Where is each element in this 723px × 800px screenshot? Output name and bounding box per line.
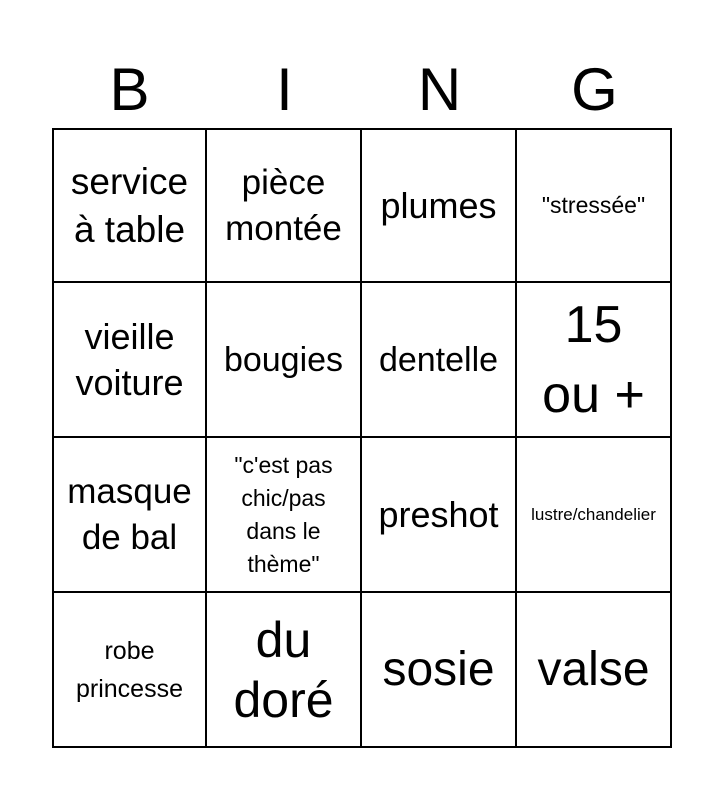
bingo-cell-text: lustre/chandelier [531, 504, 656, 524]
bingo-cell[interactable] [207, 128, 362, 283]
bingo-cell-text: du doré [233, 611, 334, 728]
bingo-cell[interactable] [517, 283, 672, 438]
bingo-cell-text: dentelle [378, 340, 499, 379]
bingo-cell-text: "stressée" [541, 192, 646, 218]
bingo-cell-text: service à table [70, 160, 189, 250]
bingo-header [52, 52, 672, 128]
header-letter-n: N [417, 56, 462, 123]
bingo-cell[interactable] [362, 593, 517, 748]
bingo-cell[interactable] [52, 128, 207, 283]
bingo-cell-text: "c'est pas chic/pas dans le thème" [234, 451, 333, 577]
bingo-cell[interactable] [52, 438, 207, 593]
bingo-cell[interactable] [52, 593, 207, 748]
bingo-cell-text: masque de bal [67, 471, 192, 557]
bingo-cell[interactable] [207, 593, 362, 748]
bingo-cell-text: pièce montée [225, 162, 342, 248]
bingo-cell-text: vieille voiture [75, 315, 184, 403]
bingo-card-grid [52, 128, 672, 748]
bingo-cell[interactable] [362, 283, 517, 438]
bingo-cell-text: bougies [223, 340, 344, 379]
bingo-cell-text: preshot [378, 493, 499, 535]
bingo-cell[interactable] [207, 283, 362, 438]
bingo-cell-text: valse [537, 642, 650, 696]
bingo-cell[interactable] [362, 128, 517, 283]
bingo-cell-text: plumes [380, 184, 497, 226]
header-letter-i: I [276, 56, 293, 123]
bingo-cell-text: robe princesse [76, 636, 183, 703]
bingo-cell[interactable] [517, 128, 672, 283]
bingo-cell-text: 15 ou + [542, 295, 645, 424]
header-letter-b: B [109, 56, 150, 123]
bingo-cell[interactable] [517, 438, 672, 593]
bingo-cell[interactable] [52, 283, 207, 438]
bingo-cell[interactable] [207, 438, 362, 593]
bingo-cell-text: sosie [382, 642, 495, 696]
bingo-cell[interactable] [517, 593, 672, 748]
bingo-cell[interactable] [362, 438, 517, 593]
header-letter-g: G [571, 56, 618, 123]
